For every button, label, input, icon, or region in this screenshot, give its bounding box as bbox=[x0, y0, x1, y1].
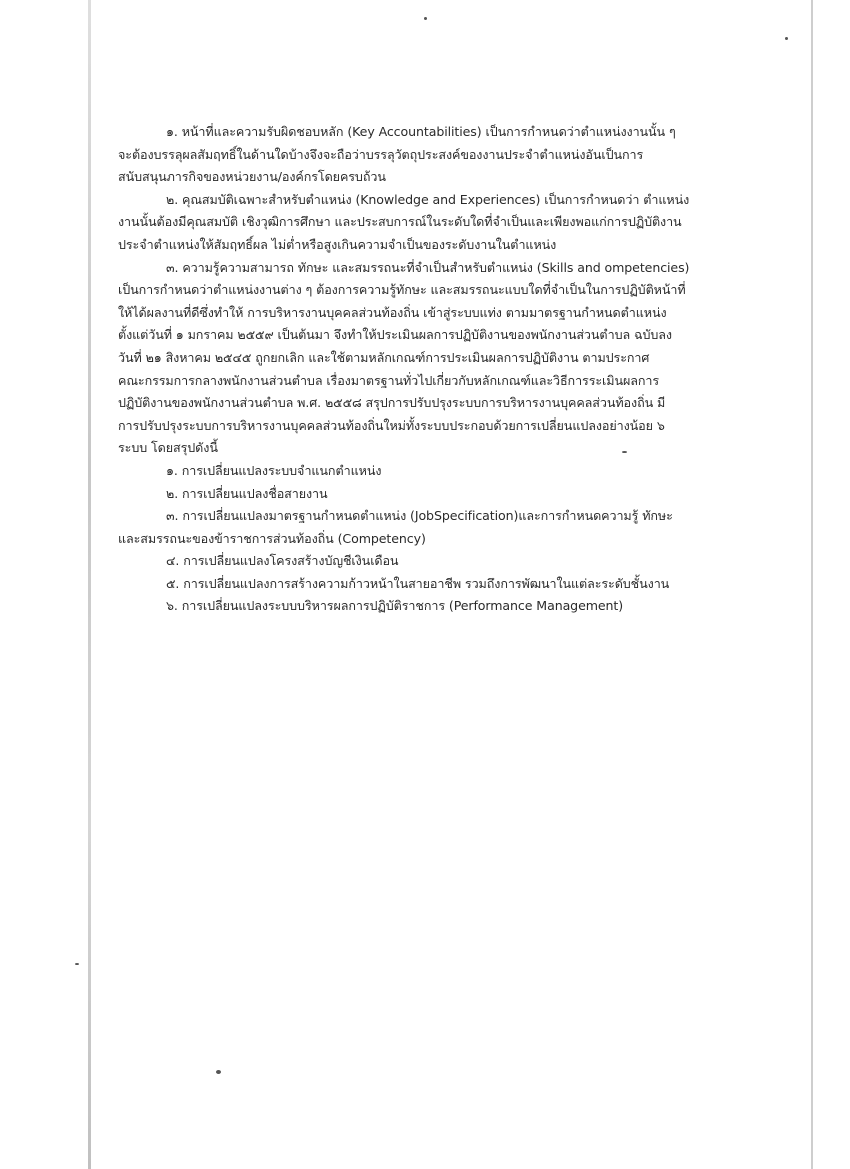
list-item: ๒. การเปลี่ยนแปลงชื่อสายงาน bbox=[166, 485, 328, 501]
text-line: ๓. ความรู้ความสามารถ ทักษะ และสมรรถนะที่จำเป็นสำหรับตำแหน่ง (Skills and ompetencies) bbox=[166, 259, 690, 275]
scan-speck bbox=[75, 963, 79, 965]
text-line: ๑. หน้าที่และความรับผิดชอบหลัก (Key Accountabilities) เป็นการกำหนดว่าตำแหน่งงานนั้น ๆ bbox=[166, 124, 676, 139]
paragraph-key-accountabilities bbox=[118, 121, 718, 189]
text-line: เป็นการกำหนดว่าตำแหน่งงานต่าง ๆ ต้องการความรู้ทักษะ และสมรรถนะแบบใดที่จำเป็นในการปฏิบัติหน้าที่ bbox=[118, 282, 686, 298]
text-line: จะต้องบรรลุผลสัมฤทธิ์ในด้านใดบ้างจึงจะถือว่าบรรลุวัตถุประสงค์ของงานประจำตำแหน่งอันเป็นการ bbox=[118, 146, 644, 162]
list-item: ๕. การเปลี่ยนแปลงการสร้างความก้าวหน้าในสายอาชีพ รวมถึงการพัฒนาในแต่ละระดับชั้นงาน bbox=[166, 575, 670, 591]
scan-speck bbox=[424, 17, 427, 20]
document-body bbox=[118, 121, 718, 618]
text-line: ปฏิบัติงานของพนักงานส่วนตำบล พ.ศ. ๒๕๕๘ สรุปการปรับปรุงระบบการบริหารงานบุคคลส่วนท้องถิ่น มี bbox=[118, 395, 666, 411]
list-item: ๔. การเปลี่ยนแปลงโครงสร้างบัญชีเงินเดือน bbox=[166, 553, 399, 569]
text-line: ให้ได้ผลงานที่ดีซึ่งทำให้ การบริหารงานบุคคลส่วนท้องถิ่น เข้าสู่ระบบแท่ง ตามมาตรฐานกำหนดตำแหน่ง bbox=[118, 304, 667, 320]
text-line: ระบบ โดยสรุปดังนี้ bbox=[118, 440, 218, 456]
change-list bbox=[118, 460, 718, 618]
list-item: ๑. การเปลี่ยนแปลงระบบจำแนกตำแหน่ง bbox=[166, 462, 382, 478]
text-line: งานนั้นต้องมีคุณสมบัติ เชิงวุฒิการศึกษา และประสบการณ์ในระดับใดที่จำเป็นและเพียงพอแก่การปฏิบัติงาน bbox=[118, 214, 682, 230]
list-item-continuation: และสมรรถนะของข้าราชการส่วนท้องถิ่น (Competency) bbox=[118, 530, 426, 546]
text-line: สนับสนุนภารกิจของหน่วยงาน/องค์กรโดยครบถ้วน bbox=[118, 169, 386, 185]
paragraph-skills-competencies bbox=[118, 257, 718, 460]
paragraph-knowledge-experiences bbox=[118, 189, 718, 257]
text-line: วันที่ ๒๑ สิงหาคม ๒๕๔๕ ถูกยกเลิก และใช้ตามหลักเกณฑ์การประเมินผลการปฏิบัติงาน ตามประกาศ bbox=[118, 349, 650, 365]
text-line: ๒. คุณสมบัติเฉพาะสำหรับตำแหน่ง (Knowledge and Experiences) เป็นการกำหนดว่า ตำแหน่ง bbox=[166, 191, 690, 207]
scan-edge-left bbox=[88, 0, 91, 1169]
scan-speck bbox=[216, 1070, 221, 1074]
text-line: ประจำตำแหน่งให้สัมฤทธิ์ผล ไม่ต่ำหรือสูงเกินความจำเป็นของระดับงานในตำแหน่ง bbox=[118, 236, 557, 252]
scan-speck bbox=[785, 37, 788, 40]
list-item: ๖. การเปลี่ยนแปลงระบบบริหารผลการปฏิบัติราชการ (Performance Management) bbox=[166, 598, 624, 614]
text-line: คณะกรรมการกลางพนักงานส่วนตำบล เรื่องมาตรฐานทั่วไปเกี่ยวกับหลักเกณฑ์และวิธีการระเมินผลการ bbox=[118, 372, 660, 388]
text-line: ตั้งแต่วันที่ ๑ มกราคม ๒๕๕๙ เป็นต้นมา จึงทำให้ประเมินผลการปฏิบัติงานของพนักงานส่วนตำบล ฉบับลง bbox=[118, 327, 672, 343]
list-item: ๓. การเปลี่ยนแปลงมาตรฐานกำหนดตำแหน่ง (JobSpecification)และการกำหนดความรู้ ทักษะ bbox=[166, 508, 673, 524]
text-line: การปรับปรุงระบบการบริหารงานบุคคลส่วนท้องถิ่นใหม่ทั้งระบบประกอบด้วยการเปลี่ยนแปลงอย่างน้อย ๖ bbox=[118, 417, 665, 433]
scan-edge-right bbox=[811, 0, 813, 1169]
